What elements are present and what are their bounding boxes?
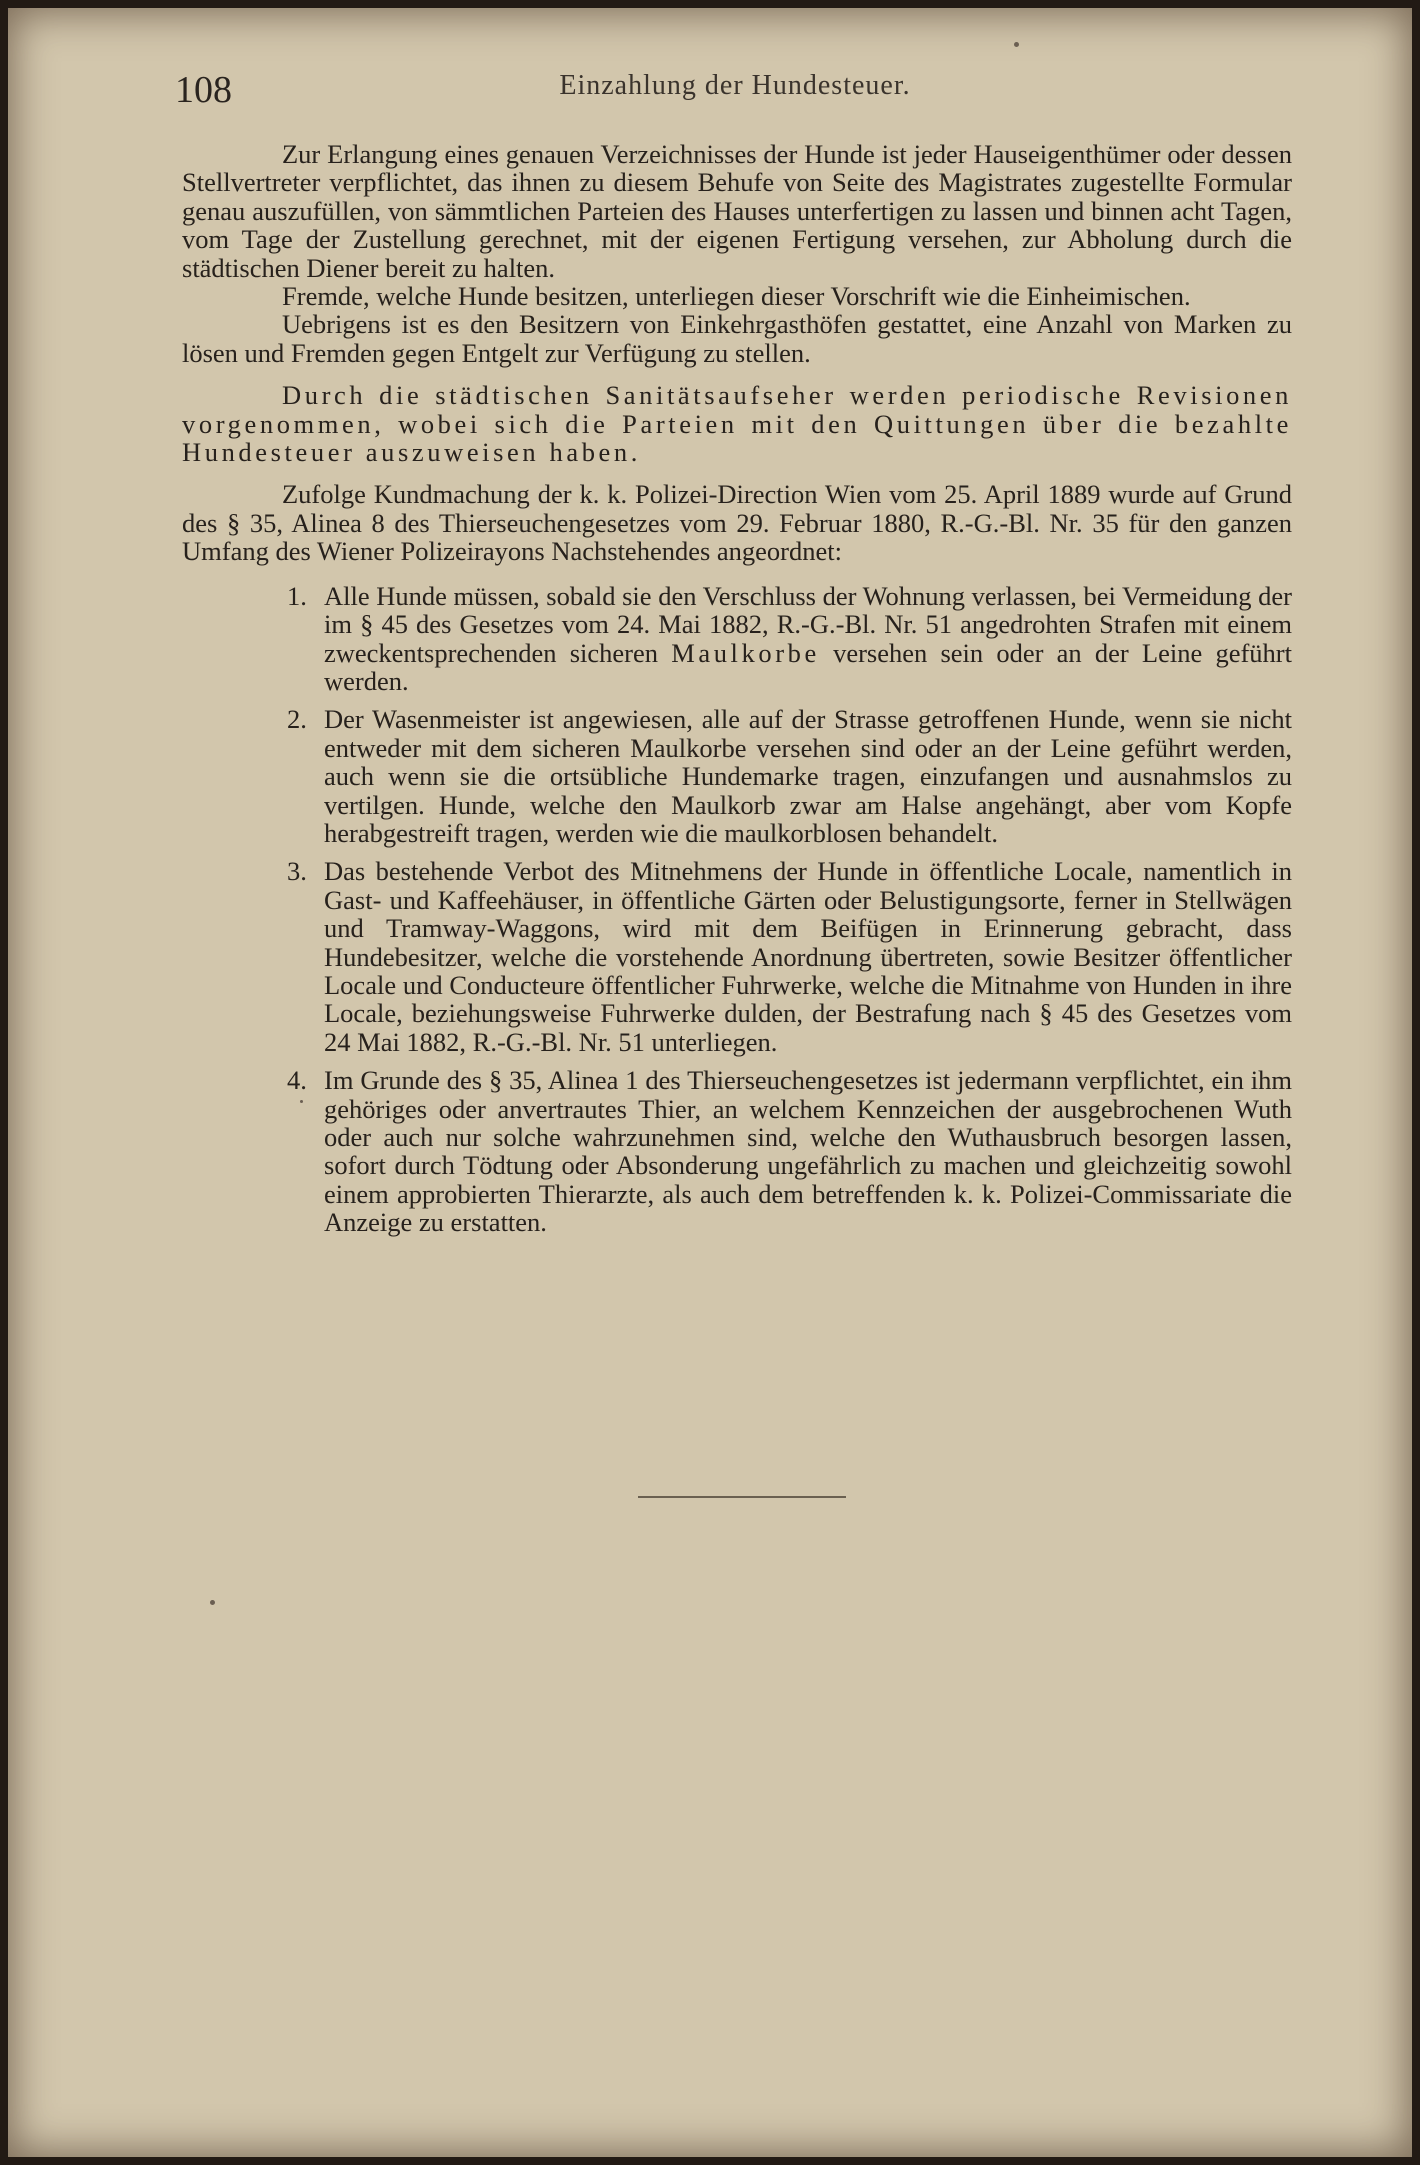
- page-header: [175, 68, 1295, 118]
- list-item-number: 1.: [287, 580, 307, 611]
- list-item: [182, 1066, 1292, 1236]
- page-number: 108: [175, 69, 232, 111]
- paragraph-revisions: Durch die städtischen Sanitätsaufseher werden periodische Revisionen vorgenommen, wobei sich die Parteien mit den Quittungen über die bezahlte Hundesteuer auszuweisen haben.: [182, 380, 1292, 468]
- list-item-number: 3.: [287, 856, 307, 887]
- body-text: [182, 140, 1292, 1247]
- list-item-text-end: versehen sein oder an der Leine geführt werden.: [324, 637, 1292, 696]
- decree-list: [182, 582, 1292, 1237]
- running-title: Einzahlung der Hundesteuer.: [559, 70, 911, 101]
- paper-speck: [1014, 42, 1019, 47]
- paragraph-innkeepers: Uebrigens ist es den Besitzern von Einkehrgasthöfen gestattet, eine Anzahl von Marken zu lösen und Fremden gegen Entgelt zur Verfügung zu stellen.: [182, 309, 1292, 368]
- closing-rule: [638, 1496, 846, 1498]
- list-item-text: Im Grunde des § 35, Alinea 1 des Thierseuchengesetzes ist jedermann verpflichtet, ein ihm gehöriges oder anvertrautes Thier, an welchem Kennzeichen der ausgebrochenen Wuth oder auch nur solche wahrzunehmen sind, welche den Wuthausbruch besorgen lassen, sofort durch Tödtung oder Absonderung ungefährlich zu machen und gleichzeitig sowohl einem approbierten Thierarzte, als auch dem betreffenden k. k. Polizei-Commissariate die Anzeige zu erstatten.: [324, 1065, 1292, 1238]
- list-item-number: 4.: [287, 1065, 307, 1096]
- list-item-text: Alle Hunde müssen, sobald sie den Verschluss der Wohnung verlassen, bei Vermeidung der im § 45 des Gesetzes vom 24. Mai 1882, R.-G.-Bl. Nr. 51 angedrohten Strafen mit einem zweckentsprechenden sicheren: [324, 580, 1292, 668]
- paragraph-foreigners: Fremde, welche Hunde besitzen, unterliegen dieser Vorschrift wie die Einheimischen.: [282, 281, 1191, 312]
- paragraph-register-duty: Zur Erlangung eines genauen Verzeichnisses der Hunde ist jeder Hauseigenthümer oder dessen Stellvertreter verpflichtet, das ihnen zu diesem Behufe von Seite des Magistrates zugestellte Formular genau auszufüllen, von sämmtlichen Parteien des Hauses unterfertigen zu lassen und binnen acht Tagen, vom Tage der Zustellung gerechnet, mit der eigenen Fertigung versehen, zur Abholung durch die städtischen Diener bereit zu halten.: [182, 139, 1292, 283]
- paragraph-police-decree: Zufolge Kundmachung der k. k. Polizei-Direction Wien vom 25. April 1889 wurde auf Grund des § 35, Alinea 8 des Thierseuchengesetzes vom 29. Februar 1880, R.-G.-Bl. Nr. 35 für den ganzen Umfang des Wiener Polizeirayons Nachstehendes angeordnet:: [182, 479, 1292, 567]
- paper-speck: [300, 1100, 303, 1103]
- list-item: [182, 857, 1292, 1056]
- list-item-text: Der Wasenmeister ist angewiesen, alle auf der Strasse getroffenen Hunde, wenn sie nicht entweder mit dem sicheren Maulkorbe versehen sind oder an der Leine geführt werden, auch wenn sie die ortsübliche Hundemarke tragen, einzufangen und ausnahmslos zu vertilgen. Hunde, welche den Maulkorb zwar am Halse angehängt, aber vom Kopfe herabgestreift tragen, werden wie die maulkorblosen behandelt.: [324, 704, 1292, 848]
- list-item: [182, 705, 1292, 847]
- list-item-emphasis: Maulkorbe: [671, 637, 820, 668]
- paper-speck: [210, 1600, 215, 1605]
- list-item: [182, 582, 1292, 696]
- list-item-number: 2.: [287, 704, 307, 735]
- list-item-text: Das bestehende Verbot des Mitnehmens der Hunde in öffentliche Locale, namentlich in Gast- und Kaffeehäuser, in öffentliche Gärten oder Belustigungsorte, ferner in Stellwägen und Tramway-Waggons, wird mit dem Beifügen in Erinnerung gebracht, dass Hundebesitzer, welche die vorstehende Anordnung übertreten, sowie Besitzer öffentlicher Locale und Conducteure öffentlicher Fuhrwerke, welche die Mitnahme von Hunden in ihre Locale, beziehungsweise Fuhrwerke dulden, der Bestrafung nach § 45 des Gesetzes vom 24 Mai 1882, R.-G.-Bl. Nr. 51 unterliegen.: [324, 856, 1292, 1057]
